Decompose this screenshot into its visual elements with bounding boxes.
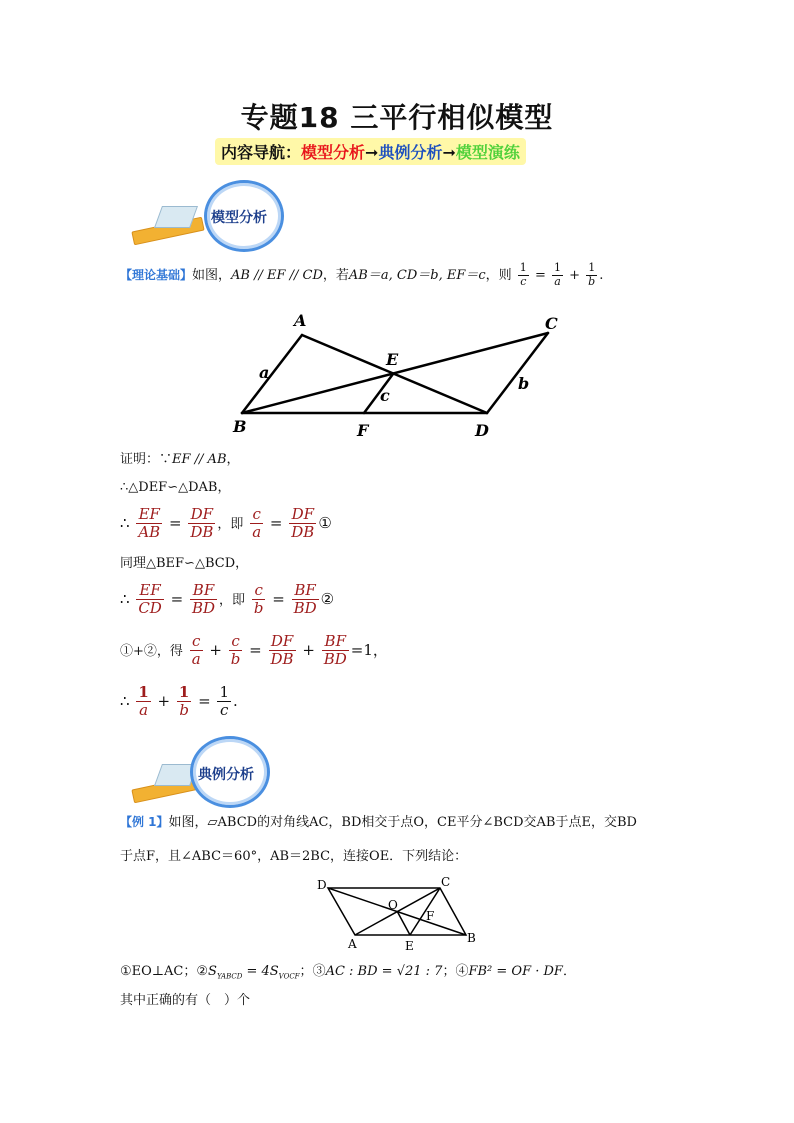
badge-label: 典例分析 <box>198 767 254 783</box>
question-line: 其中正确的有（ ）个 <box>120 993 251 1008</box>
point-label-e: E <box>386 350 399 369</box>
fraction-1-over-c-final: $\frac{1}{c}$ <box>219 683 230 720</box>
fraction-bf-over-bd-sum: $\frac{BF}{BD}$ <box>323 632 347 669</box>
fraction-1-over-a: $\frac{1}{a}$ <box>553 261 561 288</box>
parallel-expression: AB // EF // CD <box>231 268 323 283</box>
fraction-c-over-a-sum: $\frac{c}{a}$ <box>191 632 201 669</box>
given-expression: AB＝a, CD＝b, EF＝c <box>348 268 486 283</box>
point-label-e: E <box>405 939 414 953</box>
point-label-b: B <box>467 931 476 945</box>
fraction-ef-over-cd: $\frac{EF}{CD}$ <box>138 581 162 618</box>
fraction-df-over-db-2: $\frac{DF}{DB}$ <box>291 505 315 542</box>
theory-sep2: ，则 <box>485 268 512 283</box>
arrow-icon: ➞ <box>365 143 379 162</box>
theory-tag: 【理论基础】 <box>120 268 193 282</box>
fraction-1-over-b: $\frac{1}{b}$ <box>588 261 596 288</box>
proof-line-1: 证明：∵EF // AB， <box>120 452 240 467</box>
conclusion-4: FB² = OF · DF <box>468 964 563 979</box>
conclusion-1: ①EO⊥AC； <box>120 964 197 979</box>
theory-intro: 如图， <box>192 268 232 283</box>
segment-ce <box>410 888 440 935</box>
side-label-a: a <box>259 363 270 382</box>
example-line-2: 于点F，且∠ABC＝60°，AB＝2BC，连接OE．下列结论： <box>120 849 468 864</box>
fraction-bf-over-bd: $\frac{BF}{BD}$ <box>191 581 216 618</box>
proof-line-4: 同理△BEF∽△BCD， <box>120 556 249 571</box>
point-label-f: F <box>426 909 435 923</box>
fraction-df-over-db: $\frac{DF}{DB}$ <box>190 505 214 542</box>
proof-line-5: ∴ $\frac{EF}{CD}$ = $\frac{BF}{BD}$ ，即 $\frac{c}{b}$ = $\frac{BF}{BD}$ ② <box>120 581 335 618</box>
point-label-c: C <box>441 875 451 889</box>
conclusion-2: $S_{YABCD} = 4S_{VOCF}$ <box>208 964 300 981</box>
page-title: 专题18 三平行相似模型 <box>240 101 554 134</box>
point-label-d: D <box>475 421 489 440</box>
point-label-d: D <box>317 878 327 892</box>
proof-conclusion: ∴ $\frac{1}{a}$ + $\frac{1}{b}$ = $\frac{1}{c}$ . <box>120 683 238 720</box>
point-label-a: A <box>348 937 357 951</box>
point-label-b: B <box>233 417 247 436</box>
theory-sep1: ，若 <box>322 268 349 283</box>
point-label-c: C <box>545 314 558 333</box>
conclusion-3: AC : BD = √21 : 7 <box>325 964 443 979</box>
equals-sign: = <box>534 268 546 283</box>
nav-label: 内容导航： <box>221 143 302 162</box>
example-tag: 【例 1】 <box>120 815 169 829</box>
period: . <box>599 268 604 283</box>
fraction-1-over-a-final: $\frac{1}{a}$ <box>138 683 149 720</box>
fraction-c-over-b: $\frac{c}{b}$ <box>253 581 264 618</box>
point-label-o: O <box>388 898 398 912</box>
fraction-c-over-a: $\frac{c}{a}$ <box>252 505 262 542</box>
proof-line-3: ∴ $\frac{EF}{AB}$ = $\frac{DF}{DB}$ ，即 $\frac{c}{a}$ = $\frac{DF}{DB}$ ① <box>120 505 332 542</box>
fraction-df-over-db-sum: $\frac{DF}{DB}$ <box>270 632 294 669</box>
fraction-1-over-b-final: $\frac{1}{b}$ <box>178 683 190 720</box>
point-label-a: A <box>294 311 307 330</box>
nav-item-model-analysis[interactable]: 模型分析 <box>301 143 366 162</box>
badge-label: 模型分析 <box>211 210 267 226</box>
side-label-c: c <box>380 386 390 405</box>
fraction-1-over-c: $\frac{1}{c}$ <box>519 261 527 288</box>
fraction-ef-over-ab: $\frac{EF}{AB}$ <box>138 505 161 542</box>
example-line-1: 【例 1】如图，▱ABCD的对角线AC，BD相交于点O，CE平分∠BCD交AB于点E，交BD <box>120 815 637 830</box>
fraction-bf-over-bd-2: $\frac{BF}{BD}$ <box>293 581 317 618</box>
side-label-b: b <box>518 374 530 393</box>
arrow-icon: ➞ <box>442 143 456 162</box>
point-label-f: F <box>357 421 369 440</box>
conclusion-list: ①EO⊥AC；$②S_{YABCD} = 4S_{VOCF}$；③AC : BD = √21 : 7；④FB² = OF · DF． <box>120 964 576 981</box>
nav-item-model-practice[interactable]: 模型演练 <box>455 143 520 162</box>
nav-item-example-analysis[interactable]: 典例分析 <box>378 143 443 162</box>
proof-line-6: ①+②，得 $\frac{c}{a}$ + $\frac{c}{b}$ = $\frac{DF}{DB}$ + $\frac{BF}{BD}$ =1， <box>120 632 388 669</box>
plus-sign: + <box>569 268 581 283</box>
proof-line-2: ∴△DEF∽△DAB， <box>120 480 231 495</box>
fraction-c-over-b-sum: $\frac{c}{b}$ <box>230 632 241 669</box>
